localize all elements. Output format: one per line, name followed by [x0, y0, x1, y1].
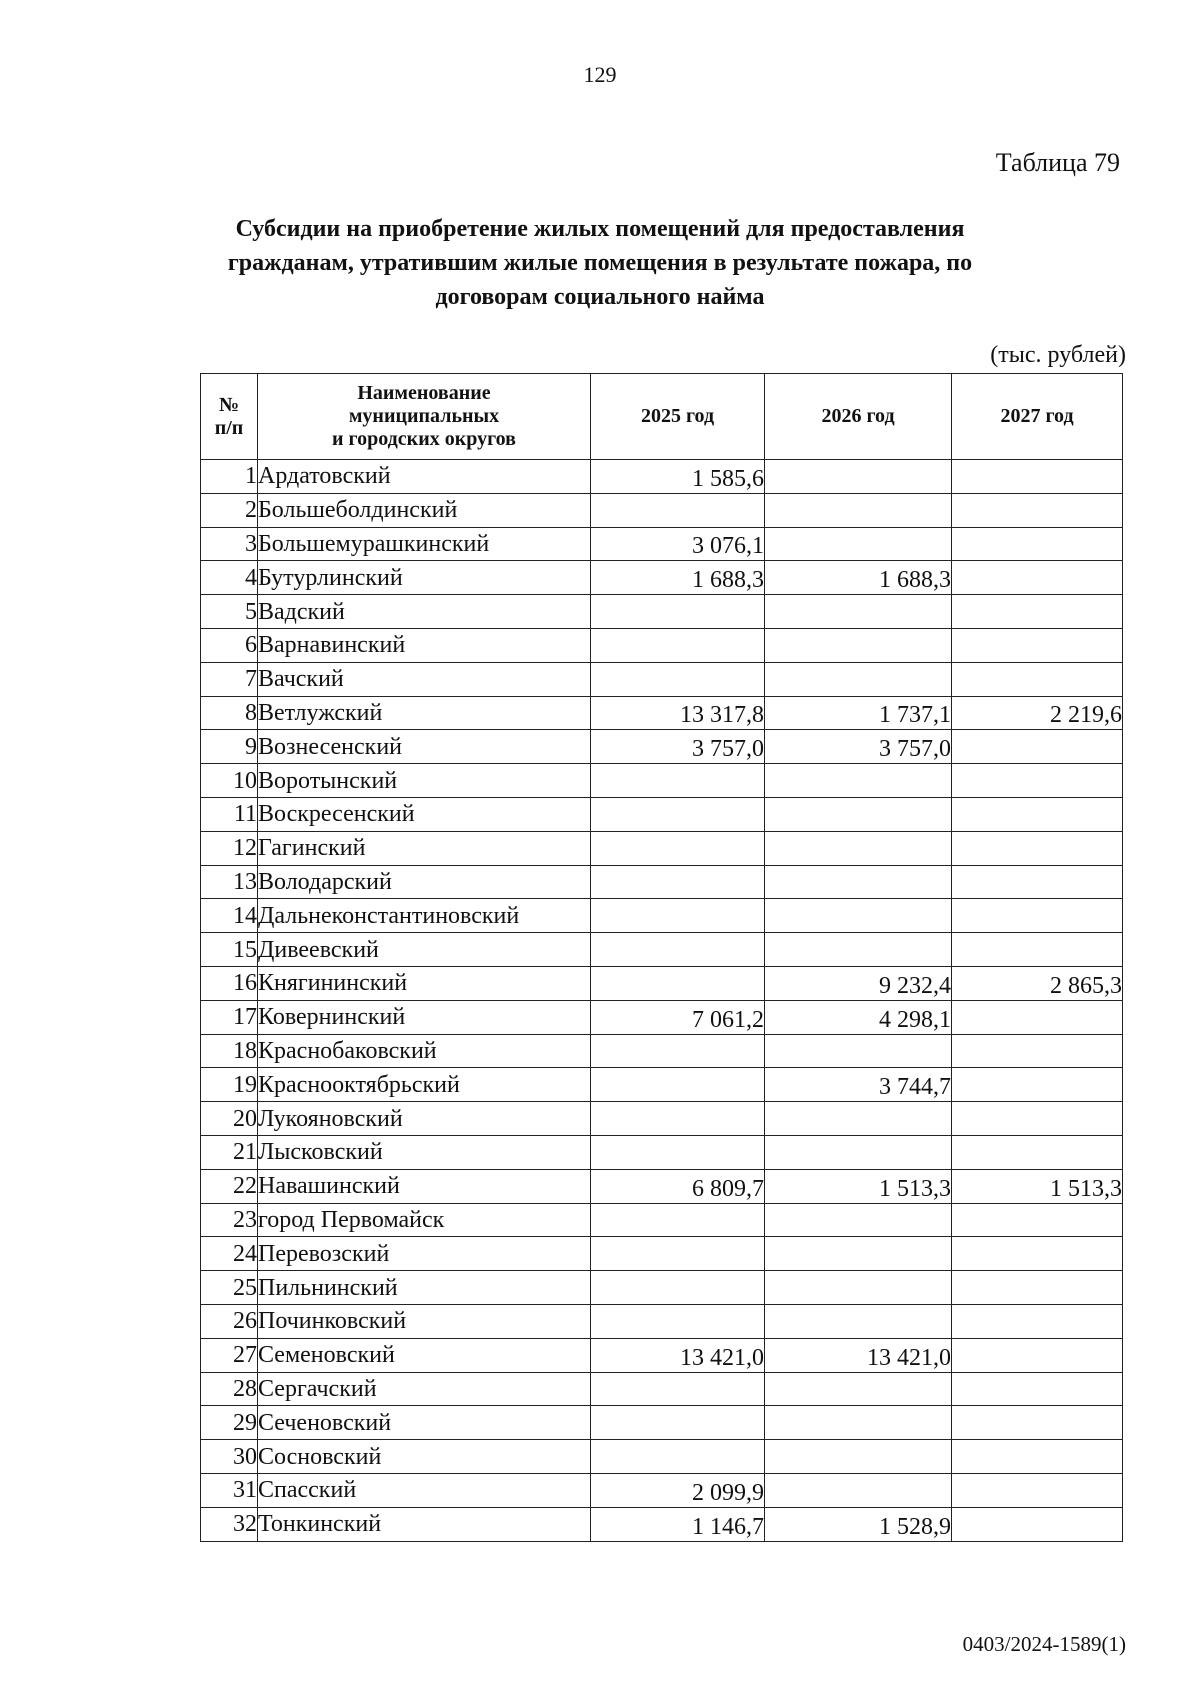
table-label: Таблица 79 [995, 148, 1120, 177]
district-name: Ветлужский [258, 696, 591, 730]
value-2026: 3 757,0 [765, 730, 952, 764]
page-number: 129 [583, 62, 617, 87]
header-2025: 2025 год [591, 374, 765, 460]
district-name: Дивеевский [258, 933, 591, 967]
row-number: 23 [201, 1203, 258, 1237]
table-row [201, 966, 1123, 1000]
value-2025 [591, 1203, 765, 1237]
value-2025: 6 809,7 [591, 1169, 765, 1203]
value-2026 [765, 1271, 952, 1305]
table-row [201, 493, 1123, 527]
value-2027 [952, 1203, 1123, 1237]
value-2025 [591, 831, 765, 865]
value-2025 [591, 1102, 765, 1136]
value-2025 [591, 595, 765, 629]
value-2026: 3 744,7 [765, 1068, 952, 1102]
value-2026 [765, 1440, 952, 1474]
value-2025 [591, 1372, 765, 1406]
title-line-3: договорам социального найма [435, 284, 765, 310]
row-number: 21 [201, 1135, 258, 1169]
value-2025: 3 076,1 [591, 527, 765, 561]
value-2025: 2 099,9 [591, 1473, 765, 1507]
table-row [201, 1440, 1123, 1474]
value-2027 [952, 628, 1123, 662]
value-2027 [952, 1000, 1123, 1034]
district-name: Сергачский [258, 1372, 591, 1406]
title-line-1: Субсидии на приобретение жилых помещений для предоставления [235, 216, 965, 242]
value-2025 [591, 1135, 765, 1169]
value-2026 [765, 764, 952, 798]
table-row [201, 764, 1123, 798]
table-row [201, 1304, 1123, 1338]
row-number: 2 [201, 493, 258, 527]
document-code: 0403/2024-1589(1) [962, 1632, 1126, 1656]
table-row [201, 865, 1123, 899]
value-2025 [591, 1304, 765, 1338]
value-2026: 1 737,1 [765, 696, 952, 730]
table-row [201, 628, 1123, 662]
table-row [201, 1372, 1123, 1406]
value-2026 [765, 1135, 952, 1169]
value-2025: 1 146,7 [591, 1507, 765, 1541]
value-2025 [591, 966, 765, 1000]
value-2026 [765, 527, 952, 561]
district-name: Вачский [258, 662, 591, 696]
table-row [201, 1034, 1123, 1068]
value-2025 [591, 1271, 765, 1305]
value-2027 [952, 527, 1123, 561]
district-name: Вадский [258, 595, 591, 629]
row-number: 5 [201, 595, 258, 629]
value-2026 [765, 460, 952, 494]
value-2027 [952, 561, 1123, 595]
table-row [201, 831, 1123, 865]
value-2026 [765, 1406, 952, 1440]
row-number: 25 [201, 1271, 258, 1305]
district-name: Княгининский [258, 966, 591, 1000]
row-number: 24 [201, 1237, 258, 1271]
row-number: 16 [201, 966, 258, 1000]
value-2027 [952, 1507, 1123, 1541]
district-name: Сеченовский [258, 1406, 591, 1440]
table-row [201, 1271, 1123, 1305]
value-2025: 1 688,3 [591, 561, 765, 595]
row-number: 29 [201, 1406, 258, 1440]
table-row [201, 1169, 1123, 1203]
value-2026 [765, 595, 952, 629]
district-name: Воротынский [258, 764, 591, 798]
district-name: Вознесенский [258, 730, 591, 764]
value-2025 [591, 628, 765, 662]
row-number: 10 [201, 764, 258, 798]
row-number: 4 [201, 561, 258, 595]
subsidy-table [200, 373, 1123, 1542]
district-name: Варнавинский [258, 628, 591, 662]
row-number: 13 [201, 865, 258, 899]
value-2027 [952, 1304, 1123, 1338]
table-row [201, 460, 1123, 494]
value-2025 [591, 797, 765, 831]
table-body [201, 460, 1123, 1542]
district-name: Большемурашкинский [258, 527, 591, 561]
row-number: 19 [201, 1068, 258, 1102]
row-number: 15 [201, 933, 258, 967]
value-2027 [952, 493, 1123, 527]
district-name: Воскресенский [258, 797, 591, 831]
row-number: 3 [201, 527, 258, 561]
header-num: № п/п [201, 374, 258, 460]
table-row [201, 1473, 1123, 1507]
district-name: Володарский [258, 865, 591, 899]
value-2025: 1 585,6 [591, 460, 765, 494]
value-2027 [952, 1406, 1123, 1440]
units-label: (тыс. рублей) [990, 342, 1126, 368]
row-number: 11 [201, 797, 258, 831]
value-2025 [591, 764, 765, 798]
value-2026: 13 421,0 [765, 1338, 952, 1372]
value-2025 [591, 1440, 765, 1474]
district-name: Краснооктябрьский [258, 1068, 591, 1102]
value-2026 [765, 493, 952, 527]
row-number: 14 [201, 899, 258, 933]
district-name: Пильнинский [258, 1271, 591, 1305]
value-2027 [952, 1271, 1123, 1305]
value-2025: 7 061,2 [591, 1000, 765, 1034]
table-row [201, 1507, 1123, 1541]
value-2027 [952, 1440, 1123, 1474]
value-2026 [765, 865, 952, 899]
value-2026 [765, 831, 952, 865]
value-2027 [952, 1068, 1123, 1102]
value-2027 [952, 1135, 1123, 1169]
district-name: Семеновский [258, 1338, 591, 1372]
header-name-line-1: Наименование [357, 382, 491, 404]
value-2027 [952, 1338, 1123, 1372]
row-number: 27 [201, 1338, 258, 1372]
value-2027 [952, 662, 1123, 696]
table-row [201, 1338, 1123, 1372]
value-2027: 2 219,6 [952, 696, 1123, 730]
table-row [201, 1135, 1123, 1169]
row-number: 26 [201, 1304, 258, 1338]
district-name: город Первомайск [258, 1203, 591, 1237]
value-2026 [765, 797, 952, 831]
district-name: Сосновский [258, 1440, 591, 1474]
document-title [160, 212, 1040, 314]
value-2027 [952, 797, 1123, 831]
table-row [201, 797, 1123, 831]
value-2026 [765, 1034, 952, 1068]
header-2026: 2026 год [765, 374, 952, 460]
row-number: 17 [201, 1000, 258, 1034]
value-2026 [765, 1102, 952, 1136]
value-2025 [591, 899, 765, 933]
value-2026: 1 688,3 [765, 561, 952, 595]
row-number: 30 [201, 1440, 258, 1474]
district-name: Починковский [258, 1304, 591, 1338]
district-name: Гагинский [258, 831, 591, 865]
table-row [201, 899, 1123, 933]
value-2025 [591, 865, 765, 899]
value-2027 [952, 933, 1123, 967]
value-2026: 1 513,3 [765, 1169, 952, 1203]
value-2026 [765, 662, 952, 696]
value-2025 [591, 1237, 765, 1271]
value-2025 [591, 1068, 765, 1102]
value-2027 [952, 460, 1123, 494]
row-number: 9 [201, 730, 258, 764]
district-name: Бутурлинский [258, 561, 591, 595]
value-2027 [952, 899, 1123, 933]
district-name: Ардатовский [258, 460, 591, 494]
row-number: 8 [201, 696, 258, 730]
value-2027 [952, 1237, 1123, 1271]
row-number: 12 [201, 831, 258, 865]
value-2025 [591, 1406, 765, 1440]
value-2025 [591, 662, 765, 696]
value-2025: 13 421,0 [591, 1338, 765, 1372]
value-2027 [952, 865, 1123, 899]
row-number: 31 [201, 1473, 258, 1507]
value-2026 [765, 899, 952, 933]
row-number: 18 [201, 1034, 258, 1068]
value-2027 [952, 1372, 1123, 1406]
value-2027: 1 513,3 [952, 1169, 1123, 1203]
value-2026 [765, 1237, 952, 1271]
value-2025 [591, 1034, 765, 1068]
district-name: Дальнеконстантиновский [258, 899, 591, 933]
value-2027 [952, 595, 1123, 629]
value-2026 [765, 1372, 952, 1406]
header-name-line-2: муниципальных [348, 405, 500, 427]
value-2027 [952, 1102, 1123, 1136]
district-name: Спасский [258, 1473, 591, 1507]
district-name: Тонкинский [258, 1507, 591, 1541]
value-2026 [765, 1304, 952, 1338]
value-2026: 9 232,4 [765, 966, 952, 1000]
table-row [201, 1000, 1123, 1034]
value-2026: 1 528,9 [765, 1507, 952, 1541]
row-number: 28 [201, 1372, 258, 1406]
value-2025 [591, 933, 765, 967]
row-number: 7 [201, 662, 258, 696]
value-2026 [765, 1203, 952, 1237]
table-row [201, 1203, 1123, 1237]
table-row [201, 595, 1123, 629]
row-number: 6 [201, 628, 258, 662]
value-2027: 2 865,3 [952, 966, 1123, 1000]
title-line-2: гражданам, утратившим жилые помещения в результате пожара, по [227, 250, 973, 276]
table-header-row [201, 374, 1123, 460]
header-name [258, 374, 591, 460]
table-row [201, 696, 1123, 730]
row-number: 1 [201, 460, 258, 494]
table-row [201, 933, 1123, 967]
value-2027 [952, 1473, 1123, 1507]
value-2025: 13 317,8 [591, 696, 765, 730]
row-number: 22 [201, 1169, 258, 1203]
district-name: Большеболдинский [258, 493, 591, 527]
value-2025 [591, 493, 765, 527]
value-2027 [952, 764, 1123, 798]
value-2026: 4 298,1 [765, 1000, 952, 1034]
row-number: 32 [201, 1507, 258, 1541]
value-2027 [952, 730, 1123, 764]
table-row [201, 1102, 1123, 1136]
value-2027 [952, 831, 1123, 865]
district-name: Краснобаковский [258, 1034, 591, 1068]
row-number: 20 [201, 1102, 258, 1136]
value-2026 [765, 628, 952, 662]
header-name-line-3: и городских округов [332, 428, 516, 450]
table-row [201, 1406, 1123, 1440]
table-row [201, 730, 1123, 764]
table-row [201, 561, 1123, 595]
table-row [201, 662, 1123, 696]
table-row [201, 1237, 1123, 1271]
table-row [201, 1068, 1123, 1102]
header-2027: 2027 год [952, 374, 1123, 460]
value-2026 [765, 933, 952, 967]
table-row [201, 527, 1123, 561]
district-name: Лысковский [258, 1135, 591, 1169]
district-name: Ковернинский [258, 1000, 591, 1034]
district-name: Лукояновский [258, 1102, 591, 1136]
value-2027 [952, 1034, 1123, 1068]
value-2025: 3 757,0 [591, 730, 765, 764]
district-name: Перевозский [258, 1237, 591, 1271]
district-name: Навашинский [258, 1169, 591, 1203]
value-2026 [765, 1473, 952, 1507]
